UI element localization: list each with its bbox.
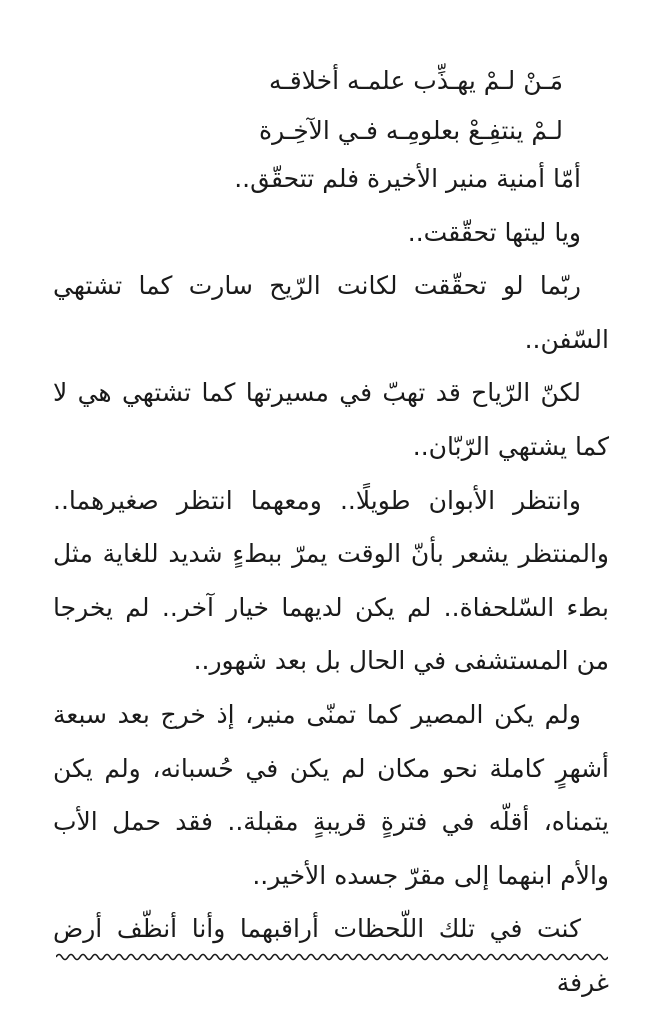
poem-verse: [83, 56, 563, 156]
paragraph-6: ولم يكن المصير كما تمنّى منير، إذ خرج بعد سبعة أشهرٍ كاملة نحو مكان لم يكن في حُسبانه، ولم يكن يتمناه، أقلّه في فترةٍ قريبةٍ مقبلة.. فقد حمل الأب والأم ابنهما إلى مقرّ جسده الأخير..: [53, 699, 609, 890]
paragraph-7: كنت في تلك اللّحظات أراقبهما وأنا أنظّف أرض غرفة: [53, 914, 609, 997]
poem-line-2: لـمْ ينتفِـعْ بعلومِـه فـي الآخِـرة: [258, 116, 563, 145]
paragraph-4: لكنّ الرّياح قد تهبّ في مسيرتها كما تشتهي هي لا كما يشتهي الرّبّان..: [53, 378, 609, 461]
paragraph-5: وانتظر الأبوان طويلًا.. ومعهما انتظر صغيرهما.. والمنتظر يشعر بأنّ الوقت يمرّ ببطءٍ شديد للغاية مثل بطء السّلحفاة.. لم يكن لديهما خيار آخر.. لم يخرجا من المستشفى في الحال بل بعد شهور..: [53, 485, 609, 676]
poem-line-1: مَـنْ لـمْ يهـذِّب علمـه أخلاقـه: [269, 66, 563, 95]
paragraph-1: أمّا أمنية منير الأخيرة فلم تتحقّق..: [234, 164, 581, 193]
paragraph-3: ربّما لو تحقّقت لكانت الرّيح سارت كما تشتهي السّفن..: [53, 271, 609, 354]
paragraph-2: ويا ليتها تحقّقت..: [407, 217, 581, 247]
body-text: [53, 152, 609, 1010]
wavy-divider: [56, 950, 608, 964]
